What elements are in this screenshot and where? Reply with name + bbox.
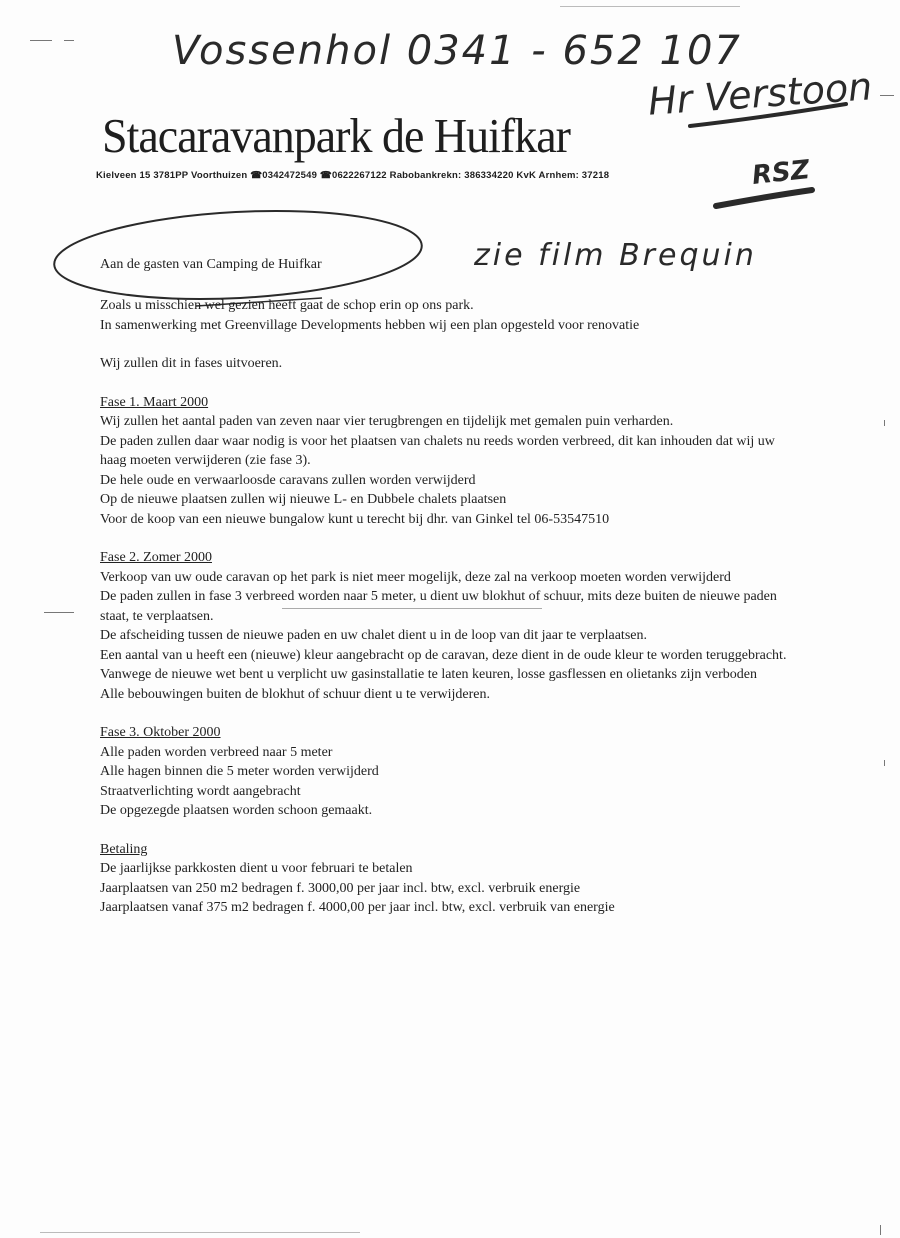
section-line: Vanwege de nieuwe wet bent u verplicht uw gasinstallatie te laten keuren, losse gasflessen en olietanks zijn verboden xyxy=(100,667,758,682)
intro-paragraph-1: Zoals u misschien wel gezien heeft gaat de schop erin op ons park. xyxy=(100,298,474,313)
section-line: Alle hagen binnen die 5 meter worden verwijderd xyxy=(100,764,379,779)
section-heading: Fase 2. Zomer 2000 xyxy=(100,550,212,565)
section-fase-2 xyxy=(100,548,790,704)
section-line: Op de nieuwe plaatsen zullen wij nieuwe L- en Dubbele chalets plaatsen xyxy=(100,492,507,507)
section-line: De hele oude en verwaarloosde caravans zullen worden verwijderd xyxy=(100,472,476,488)
section-line: Een aantal van u heeft een (nieuwe) kleur aangebracht op de caravan, deze dient in de oude kleur te worden teruggebracht. xyxy=(100,647,787,663)
section-betaling xyxy=(100,840,790,918)
section-line: De paden zullen in fase 3 verbreed worden naar 5 meter, u dient uw blokhut of schuur, mits deze buiten de nieuwe paden staat, te verplaatsen. xyxy=(100,589,777,624)
section-line: Alle bebouwingen buiten de blokhut of schuur dient u te verwijderen. xyxy=(100,686,490,702)
intro-paragraph-3: Wij zullen dit in fases uitvoeren. xyxy=(100,356,283,371)
handwritten-side-note: zie film Brequin xyxy=(474,238,757,273)
handwritten-phone-note: Vossenhol 0341 - 652 107 xyxy=(172,28,742,74)
section-line: Jaarplaatsen vanaf 375 m2 bedragen f. 4000,00 per jaar incl. btw, excl. verbruik van energie xyxy=(100,900,615,915)
section-line: Straatverlichting wordt aangebracht xyxy=(100,783,301,799)
section-line: Verkoop van uw oude caravan op het park is niet meer mogelijk, deze zal na verkoop moeten worden verwijderd xyxy=(100,569,731,585)
section-line: Jaarplaatsen van 250 m2 bedragen f. 3000,00 per jaar incl. btw, excl. verbruik energie xyxy=(100,880,581,896)
letterhead-address: Kielveen 15 3781PP Voorthuizen ☎0342472549 ☎0622267122 Rabobankrekn: 386334220 KvK Arnhem: 37218 xyxy=(96,170,610,181)
section-heading: Betaling xyxy=(100,841,148,857)
section-line: Voor de koop van een nieuwe bungalow kunt u terecht bij dhr. van Ginkel tel 06-53547510 xyxy=(100,511,610,527)
pen-stroke-rsz xyxy=(716,190,812,206)
salutation xyxy=(100,255,790,275)
section-fase-1 xyxy=(100,393,790,530)
page-title: Stacaravanpark de Huifkar xyxy=(102,109,570,163)
handwritten-name-note: Hr Verstoon xyxy=(646,64,874,124)
section-line: De jaarlijkse parkkosten dient u voor februari te betalen xyxy=(100,861,413,876)
letter-body xyxy=(100,296,790,918)
section-line: De opgezegde plaatsen worden schoon gemaakt. xyxy=(100,803,373,818)
section-line: De paden zullen daar waar nodig is voor het plaatsen van chalets nu reeds worden verbreed, dit kan inhouden dat wij uw haag moeten verwijderen (zie fase 3). xyxy=(100,433,775,468)
section-line: Alle paden worden verbreed naar 5 meter xyxy=(100,744,333,760)
section-heading: Fase 1. Maart 2000 xyxy=(100,394,209,410)
salutation-text: Aan de gasten van Camping de Huifkar xyxy=(100,257,322,272)
section-fase-3 xyxy=(100,723,790,821)
handwritten-initials-note: RSZ xyxy=(750,155,812,191)
pen-underline-stroke xyxy=(690,104,846,126)
section-line: Wij zullen het aantal paden van zeven naar vier terugbrengen en tijdelijk met gemalen puin verharden. xyxy=(100,414,674,429)
section-line: De afscheiding tussen de nieuwe paden en uw chalet dient u in de loop van dit jaar te verplaatsen. xyxy=(100,628,647,643)
section-heading: Fase 3. Oktober 2000 xyxy=(100,725,221,740)
intro-paragraph-2: In samenwerking met Greenvillage Developments hebben wij een plan opgesteld voor renovatie xyxy=(100,317,640,333)
